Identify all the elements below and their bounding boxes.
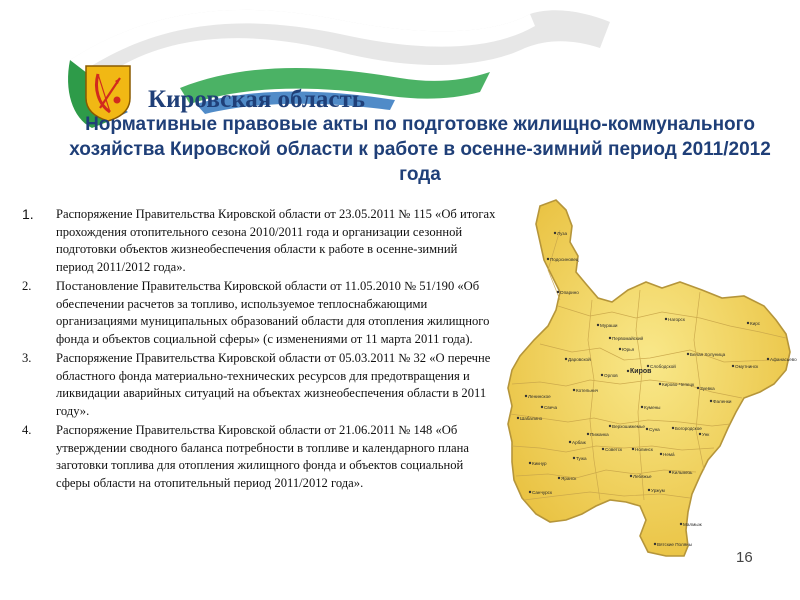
map-district-name: Пижанка — [590, 432, 609, 437]
map-district-dot — [697, 387, 699, 389]
list-item — [22, 350, 498, 420]
map-district-dot — [609, 337, 611, 339]
list-item-number: 4. — [22, 423, 32, 437]
map-district-name: Киров — [630, 368, 652, 375]
list-item-number: 3. — [22, 351, 32, 365]
map-district-name: Кирс — [750, 321, 761, 326]
map-district-label — [672, 426, 703, 431]
map-district-dot — [710, 400, 712, 402]
map-district-dot — [554, 232, 556, 234]
map-district-dot — [660, 453, 662, 455]
map-district-name: Кумены — [644, 405, 661, 410]
map-district-dot — [529, 462, 531, 464]
map-district-name: Фаленки — [713, 399, 732, 404]
map-district-name: Афанасьево — [770, 357, 797, 362]
map-district-label — [732, 364, 759, 369]
region-name: Кировская область — [148, 86, 366, 113]
map-district-label — [680, 522, 703, 527]
map-district-name: Орлов — [604, 373, 618, 378]
map-district-dot — [659, 383, 661, 385]
map-district-dot — [573, 457, 575, 459]
list-item-number: 1. — [22, 206, 34, 222]
map-district-label — [641, 405, 661, 410]
map-district-dot — [672, 427, 674, 429]
map-district-name: Даровской — [568, 357, 591, 362]
map-district-label — [710, 399, 732, 404]
map-district-label — [654, 542, 692, 547]
map-district-label — [558, 476, 577, 481]
page-number: 16 — [736, 549, 753, 566]
map-district-name: Омутнинск — [735, 364, 759, 369]
map-district-name: Котельнич — [576, 388, 599, 393]
map-district-name: Первомайский — [612, 336, 644, 341]
map-district-label — [587, 432, 609, 437]
map-district-dot — [609, 425, 611, 427]
map-district-dot — [619, 348, 621, 350]
map-district-label — [565, 356, 591, 362]
map-district-name: Опарино — [560, 290, 579, 295]
page-title: Нормативные правовые акты по подготовке жилищно-коммунального хозяйства Кировской области к работе в осенне-зимний период 2011/2012 года — [69, 114, 771, 185]
map-district-dot — [747, 322, 749, 324]
map-district-dot — [573, 389, 575, 391]
map-district-label — [767, 357, 797, 362]
map-district-name: Кильмезь — [672, 470, 693, 475]
map-district-dot — [517, 417, 519, 419]
map-district-label — [648, 488, 665, 493]
map-district-dot — [569, 441, 571, 443]
map-district-label — [627, 368, 652, 375]
map-district-dot — [699, 433, 701, 435]
map-district-dot — [601, 374, 603, 376]
map-district-dot — [557, 291, 559, 293]
map-district-dot — [767, 358, 769, 360]
map-district-label — [697, 386, 715, 391]
map-district-name: Советск — [605, 447, 623, 452]
acts-list — [22, 206, 498, 494]
map-district-dot — [654, 543, 656, 545]
map-district-name: Тужа — [576, 456, 587, 461]
map-district-dot — [529, 491, 531, 493]
list-item — [22, 422, 498, 492]
map-district-name: Уржум — [651, 488, 665, 493]
map-district-label — [630, 474, 652, 479]
map-district-dot — [597, 324, 599, 326]
list-item-number: 2. — [22, 279, 32, 293]
map-district-name: Кирово-Чепецк — [662, 382, 695, 387]
list-item-text: Распоряжение Правительства Кировской области от 23.05.2011 № 115 «Об итогах прохождения отопительного сезона 2010/2011 года и организации сезонной подготовки объектов жизнеобеспечения области к работе в осенне-зимний период 2011/2012 года». — [56, 207, 496, 274]
map-district-label — [525, 394, 551, 399]
map-district-label — [573, 388, 599, 393]
map-district-dot — [648, 489, 650, 491]
map-district-name: Малмыж — [683, 522, 702, 527]
map-district-dot — [565, 358, 567, 360]
map-district-dot — [665, 318, 667, 320]
map-district-name: Арбаж — [572, 440, 586, 445]
map-district-label — [659, 382, 695, 387]
map-district-dot — [627, 370, 629, 372]
list-item-text: Распоряжение Правительства Кировской области от 05.03.2011 № 32 «О перечне областного фонда материально-технических ресурсов для предотвращения и ликвидации аварийных ситуаций на объектах жизнеобеспечения области в 2011 году». — [56, 351, 491, 418]
map-district-label — [602, 447, 623, 452]
map-district-label — [665, 317, 686, 322]
map-district-name: Луза — [557, 231, 568, 236]
map-district-name: Подосиновец — [550, 257, 579, 262]
map-district-name: Суна — [649, 427, 660, 432]
map-district-label — [597, 323, 618, 328]
map-district-name: Вятские Поляны — [657, 542, 693, 547]
map-district-name: Немá — [663, 452, 675, 457]
map-district-label — [632, 447, 654, 452]
map-district-name: Юрья — [622, 347, 635, 352]
map-district-dot — [646, 428, 648, 430]
map-district-dot — [669, 471, 671, 473]
list-item-text: Постановление Правительства Кировской области от 11.05.2010 № 51/190 «Об обеспечении расчетов за топливо, используемое теплоснабжающими организациями муниципальных образований области для отопления жилищного фонда и объектов социальной сферы» (с изменениями от 11 марта 2011 года). — [56, 279, 490, 346]
map-district-dot — [558, 477, 560, 479]
map-district-dot — [602, 448, 604, 450]
map-district-label — [557, 290, 579, 295]
map-district-label — [529, 461, 547, 466]
map-district-dot — [587, 433, 589, 435]
map-district-name: Нолинск — [635, 447, 653, 452]
list-item-text: Распоряжение Правительства Кировской области от 21.06.2011 № 148 «Об утверждении сводного баланса потребности в топливе и календарного плана заготовки топлива для отопления жилищного фонда и объектов социальной сферы области на отопительный период 2011/2012 года». — [56, 423, 469, 490]
map-district-label — [601, 373, 618, 378]
map-district-dot — [680, 523, 682, 525]
region-map — [495, 190, 800, 570]
map-district-name: Яранск — [561, 476, 577, 481]
map-district-name: Белая Холуница — [690, 352, 726, 357]
map-district-label — [541, 405, 558, 410]
map-district-name: Шабалино — [520, 416, 543, 421]
map-district-name: Зуевка — [700, 386, 715, 391]
map-district-label — [569, 440, 587, 445]
map-district-name: Унк — [702, 432, 710, 437]
map-district-name: Санчурск — [532, 490, 552, 495]
map-district-label — [660, 452, 675, 457]
map-district-label — [547, 257, 579, 262]
map-district-dot — [547, 258, 549, 260]
map-district-label — [609, 335, 644, 341]
map-district-dot — [732, 365, 734, 367]
map-outline — [508, 200, 790, 556]
map-district-name: Свеча — [544, 405, 558, 410]
map-district-name: Богородское — [675, 426, 702, 431]
map-district-label — [609, 424, 646, 429]
map-district-dot — [687, 353, 689, 355]
map-district-dot — [525, 395, 527, 397]
map-district-label — [687, 352, 726, 357]
map-district-name: Ленинское — [528, 394, 551, 399]
map-district-label — [517, 416, 543, 421]
map-district-dot — [632, 448, 634, 450]
map-district-label — [619, 347, 635, 352]
map-district-name: Лебяжье — [633, 474, 652, 479]
map-district-name: Нагорск — [668, 317, 685, 322]
list-item — [22, 206, 498, 276]
map-district-name: Кикнур — [532, 461, 547, 466]
map-district-dot — [641, 406, 643, 408]
map-district-name: Мураши — [600, 323, 618, 328]
list-item — [22, 278, 498, 348]
map-district-label — [669, 470, 693, 475]
map-district-label — [529, 490, 553, 495]
map-district-dot — [647, 365, 649, 367]
map-district-name: Верхошижемье — [612, 424, 645, 429]
map-district-dot — [630, 475, 632, 477]
map-district-dot — [541, 406, 543, 408]
map-district-name: Слободской — [650, 364, 676, 369]
